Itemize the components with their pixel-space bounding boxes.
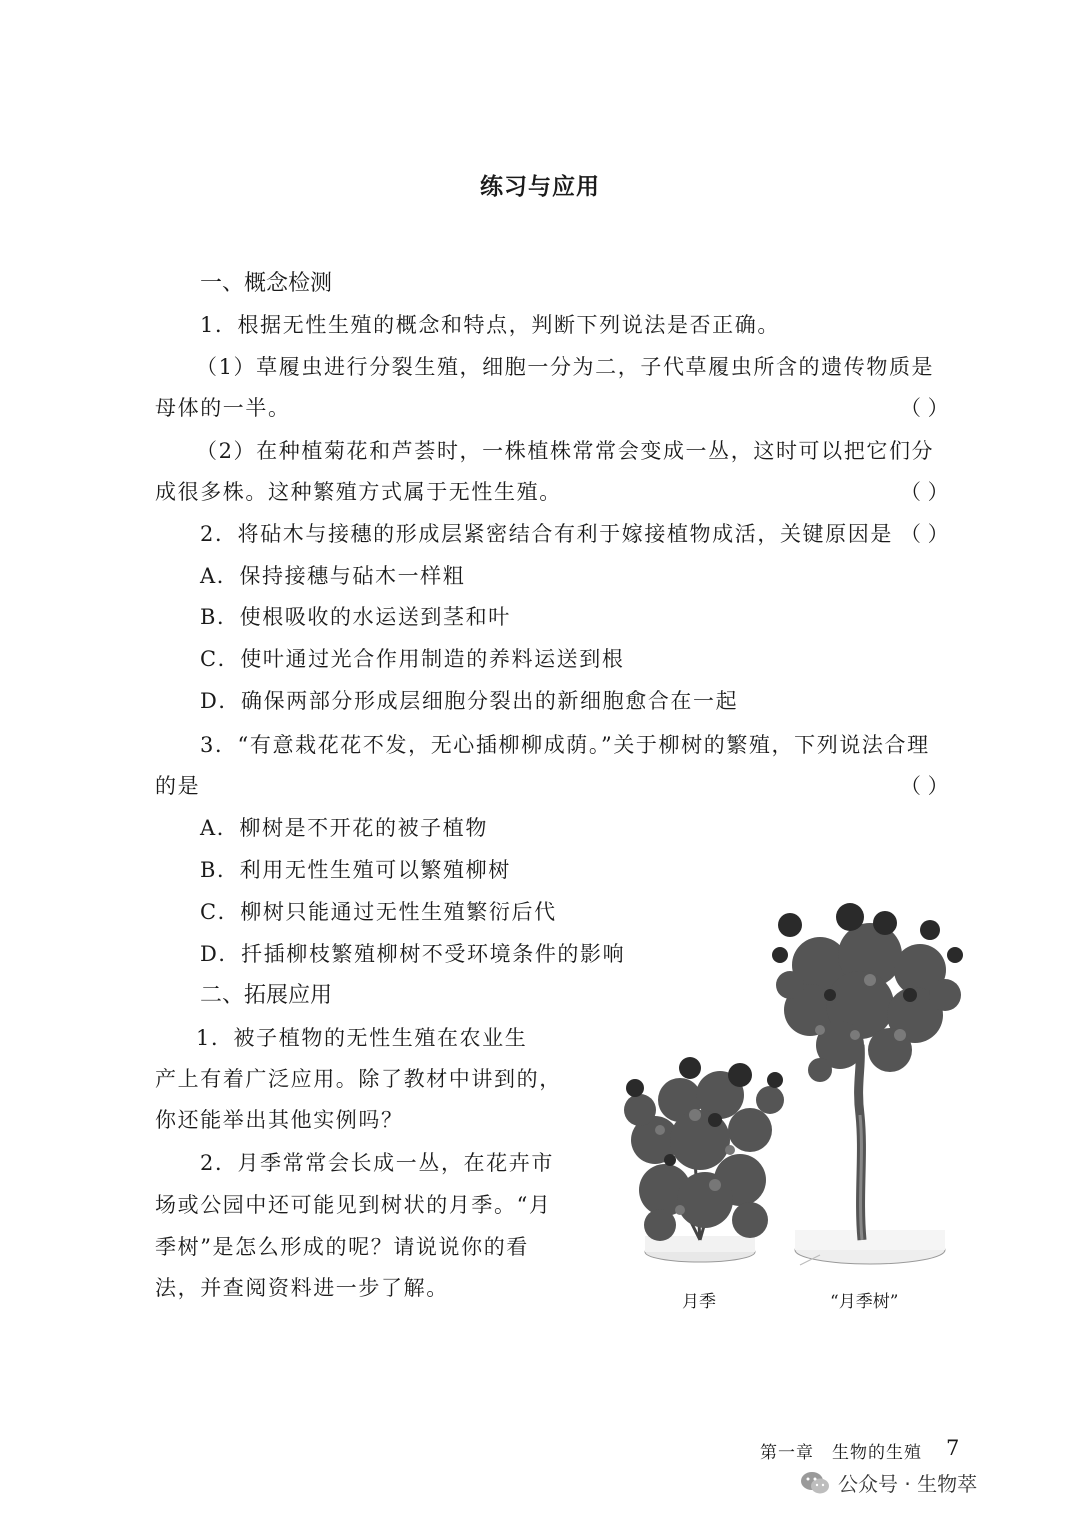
watermark: [800, 1468, 977, 1501]
wechat-icon: [800, 1470, 830, 1501]
question-2-option-a: A．保持接穗与砧木一样粗: [200, 564, 466, 588]
watermark-text: 公众号 · 生物萃: [838, 1472, 978, 1496]
section-heading-extend: 二、拓展应用: [200, 983, 333, 1008]
question-1-stem: 1．根据无性生殖的概念和特点，判断下列说法是否正确。: [200, 313, 780, 337]
extend-2-line-4: 法，并查阅资料进一步了解。: [155, 1276, 449, 1300]
question-1-statement-2: （2）在种植菊花和芦荟时，一株植株常常会变成一丛，这时可以把它们分: [196, 439, 935, 463]
caption-rose-tree: “月季树”: [830, 1292, 899, 1312]
extend-1-line-1: 1．被子植物的无性生殖在农业生: [196, 1026, 528, 1050]
extend-1-line-2: 产上有着广泛应用。除了教材中讲到的，: [155, 1067, 562, 1091]
page-number: 7: [946, 1436, 960, 1460]
answer-parentheses: （ ）: [900, 480, 949, 504]
answer-parentheses: （ ）: [900, 522, 949, 546]
question-1-statement-1: （1）草履虫进行分裂生殖，细胞一分为二，子代草履虫所含的遗传物质是: [196, 355, 935, 379]
answer-parentheses: （ ）: [900, 774, 949, 798]
question-1-statement-2-cont: 成很多株。这种繁殖方式属于无性生殖。: [155, 480, 562, 504]
answer-parentheses: （ ）: [900, 396, 949, 420]
extend-2-line-1: 2．月季常常会长成一丛，在花卉市: [200, 1151, 554, 1175]
section-heading-concept: 一、概念检测: [200, 271, 333, 296]
extend-1-line-3: 你还能举出其他实例吗？: [155, 1108, 404, 1132]
question-3-option-a: A．柳树是不开花的被子植物: [200, 816, 488, 840]
question-3-stem-cont: 的是: [155, 774, 201, 798]
question-3-option-c: C．柳树只能通过无性生殖繁衍后代: [200, 900, 557, 924]
extend-2-line-2: 场或公园中还可能见到树状的月季。“月: [155, 1193, 552, 1217]
question-2-option-c: C．使叶通过光合作用制造的养料运送到根: [200, 647, 625, 671]
question-2-option-d: D．确保两部分形成层细胞分裂出的新细胞愈合在一起: [200, 689, 739, 713]
caption-rose: 月季: [682, 1292, 716, 1312]
question-3-option-d: D．扦插柳枝繁殖柳树不受环境条件的影响: [200, 942, 626, 966]
question-2-stem: 2．将砧木与接穗的形成层紧密结合有利于嫁接植物成活，关键原因是: [200, 522, 893, 546]
footer-chapter: 第一章 生物的生殖: [760, 1443, 922, 1463]
question-1-statement-1-cont: 母体的一半。: [155, 396, 291, 420]
page-title: 练习与应用: [480, 174, 600, 200]
question-3-option-b: B．利用无性生殖可以繁殖柳树: [200, 858, 511, 882]
rose-tree-image: [760, 895, 975, 1270]
question-2-option-b: B．使根吸收的水运送到茎和叶: [200, 605, 511, 629]
question-3-stem: 3．“有意栽花花不发，无心插柳柳成荫。”关于柳树的繁殖，下列说法合理: [200, 733, 930, 757]
extend-2-line-3: 季树”是怎么形成的呢？请说说你的看: [155, 1235, 529, 1259]
